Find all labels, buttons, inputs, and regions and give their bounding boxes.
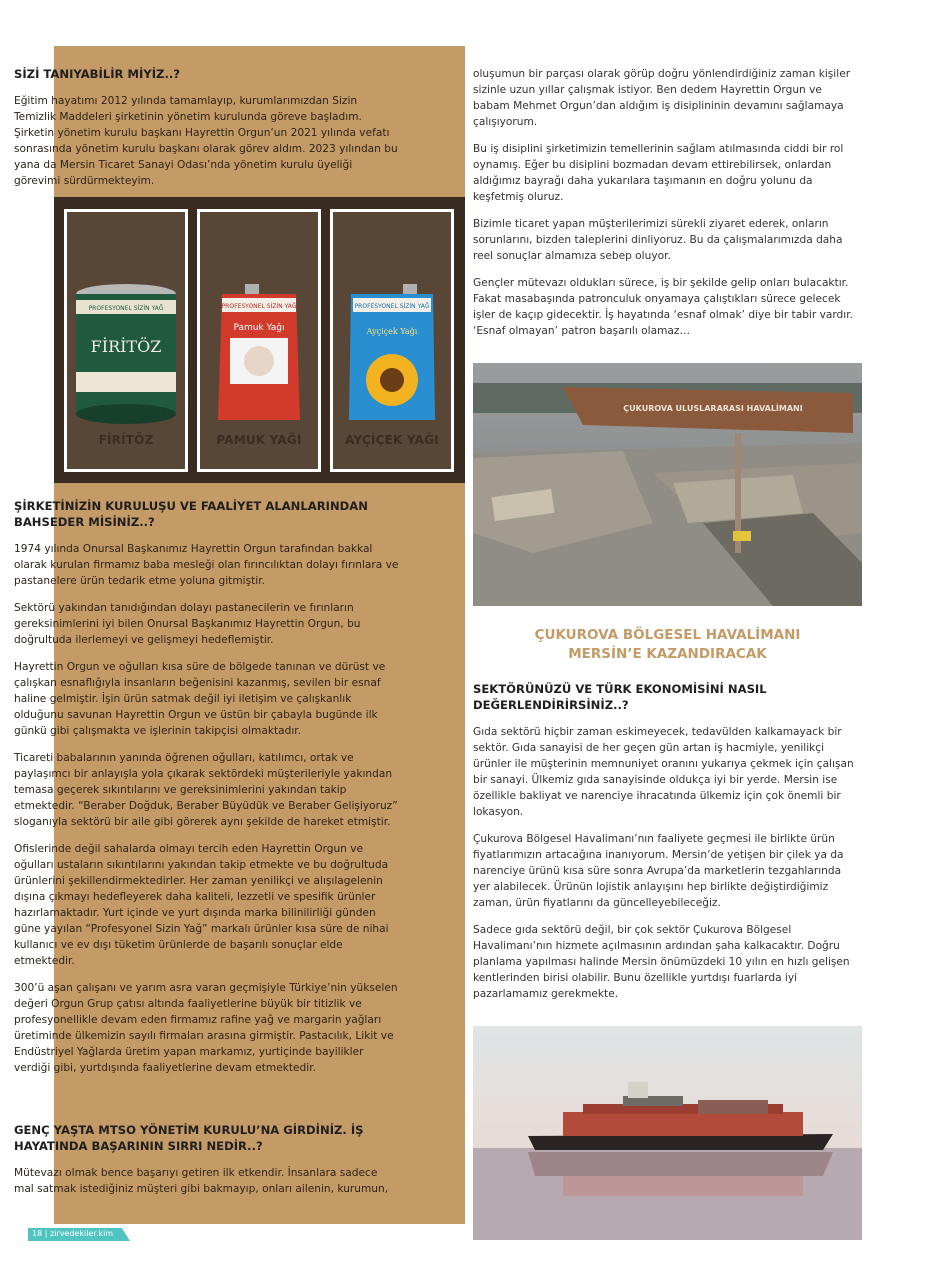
airport-sign-text: ÇUKUROVA ULUSLARARASI HAVALİMANI [623, 404, 803, 413]
question-heading: SEKTÖRÜNÜZÜ VE TÜRK EKONOMİSİNİ NASIL DEĞERLENDİRİRSİNİZ..? [473, 682, 767, 712]
aycicek-tin-image [333, 272, 451, 452]
paragraph: Mütevazı olmak bence başarıyı getiren ilk etkendir. İnsanlara sadece mal satmak istediğiniz müşteri gibi bakmayıp, onları ailenin, kurumun, [14, 1167, 389, 1195]
paragraph: Hayrettin Orgun ve oğulları kısa süre de bölgede tanınan ve dürüst ve çalışkan esnaflığıyla insanların beğenisini kazanmış, sevilen bir esnaf haline gelmiştir. İşin ürün satmak değil iyi iletişim ve çalışkanlık olduğunu savunan Hayrettin Orgun ve üstün bir çabayla bugünde ilk günkü gibi çalışmakta ve işlerinin takipçisi olmaktadır. [14, 661, 386, 737]
product-card-firitoz [64, 209, 188, 472]
paragraph: Ofislerinde değil sahalarda olmayı tercih eden Hayrettin Orgun ve oğulları ustaların sıkıntılarını yakından takip etmekte ve bu doğrultuda ürünlerini şekillendirmektedirler. Her zaman yenilikçi ve alışılagelenin dışına çıkmayı hedefleyerek daha kaliteli, lezzetli ve spesifik ürünler hazırlamaktadır. Yurt içinde ve yurt dışında marka bilinilirliği günden güne yayılan “Profesyonel Sizin Yağ” markalı ürünler kısa süre de nihai kullanıcı ve ev dışı tüketim ürünlerde de başarılı sonuçlar elde etmektedir. [14, 843, 389, 967]
page-footer [28, 1228, 138, 1241]
product-showcase [54, 197, 465, 483]
section-q1 [14, 66, 400, 189]
headline-line-2: MERSİN’E KAZANDIRACAK [568, 646, 767, 662]
paragraph: Bu iş disiplini şirketimizin temellerinin sağlam atılmasında ciddi bir rol oynamış. Eğer bu disiplini bozmadan devam ettirebilirsek, onlardan aldığımız bayrağı daha yukarılara taşımanın en doğru yolunu da keşfetmiş oluruz. [473, 143, 844, 203]
feature-headline [473, 626, 862, 664]
pamuk-tin-text: Pamuk Yağı [233, 323, 285, 333]
paragraph: Gençler mütevazı oldukları sürece, iş bir şekilde gelip onları bulacaktır. Fakat masabaşında patronculuk onyamaya çalıştıkları sürece gelecek işler de kaçıp gidecektir. İş hayatında ‘esnaf olmak’ diye bir tabir vardır. ‘Esnaf olmayan’ patron başarılı olamaz… [473, 277, 853, 337]
airport-photo [473, 363, 862, 606]
headline-line-1: ÇUKUROVA BÖLGESEL HAVALİMANI [534, 627, 801, 643]
product-label: PAMUK YAĞI [216, 433, 302, 447]
page-number: 18 [32, 1229, 43, 1238]
paragraph: 1974 yılında Onursal Başkanımız Hayrettin Orgun tarafından bakkal olarak kurulan firmamız baba mesleği olan fırıncılıktan dolayı fırınlara ve pastanelere ürün tedarik etme yoluna gitmiştir. [14, 543, 399, 587]
question-heading: GENÇ YAŞTA MTSO YÖNETİM KURULU’NA GİRDİNİZ. İŞ HAYATINDA BAŞARININ SIRRI NEDİR..? [14, 1123, 364, 1153]
site-link[interactable]: zirvedekiler.kim [49, 1229, 114, 1238]
footer-text [32, 1229, 113, 1238]
firitoz-can-image [67, 272, 185, 452]
paragraph: Çukurova Bölgesel Havalimanı’nın faaliyete geçmesi ile birlikte ürün fiyatlarımızın artacağına inanıyorum. Mersin’de yetişen bir çilek ya da narenciye ürünü kısa süre sonra Avrupa’da marketlerin tezgahlarında yer alabilecek. Ürünün lojistik anlayışını hep birlikte değiştirdiğimiz zaman, ürün fiyatlarını da güncelleyebileceğiz. [473, 833, 844, 909]
paragraph: Gıda sektörü hiçbir zaman eskimeyecek, tedavülden kalkamayack bir sektör. Gıda sanayisi de her geçen gün artan iş hacmiyle, yenilikçi ürünler ile müşterinin memnuniyet oranını yukarıya çekmek için çalışan bir sanayi. Ülkemiz gıda sanayisinde oldukça iyi bir yerde. Mersin ise özellikle bakliyat ve narenciye ihracatında ülkemiz için çok önemli bir lokasyon. [473, 726, 854, 818]
paragraph: Sektörü yakından tanıdığından dolayı pastanecilerin ve fırınların gereksinimlerini iyi bilen Onursal Başkanımız Hayrettin Orgun, bu doğrultuda ilerlemeyi ve gelişmeyi hedeflemiştir. [14, 602, 361, 646]
product-label: FİRİTÖZ [98, 433, 154, 447]
paragraph: Sadece gıda sektörü değil, bir çok sektör Çukurova Bölgesel Havalimanı’nın hizmete açılmasının ardından şaha kalkacaktır. Doğru planlama yapılması halinde Mersin önümüzdeki 10 yılın en hızlı gelişen kentlerinden birisi olabilir. Bunu özellikle yurtdışı fuarlarda iyi pazarlamamız gerekmekte. [473, 924, 850, 1000]
section-q2 [14, 498, 400, 1076]
paragraph: oluşumun bir parçası olarak görüp doğru yönlendirdiğiniz zaman kişiler sizinle uzun yıllar çalışmak istiyor. Ben dedem Hayrettin Orgun ve babam Mehmet Orgun’dan aldığım iş disiplininin devamını sağlamaya çalışıyorum. [473, 68, 851, 128]
right-text-top [473, 66, 861, 339]
svg-text:PROFESYONEL SİZİN YAĞ: PROFESYONEL SİZİN YAĞ [221, 303, 297, 310]
paragraph: 300’ü aşan çalışanı ve yarım asra varan geçmişiyle Türkiye’nin yükselen değeri Orgun Grup çatısı altında faaliyetlerine büyük bir titizlik ve profesyonellikle devam eden firmamız rafine yağ ve margarin yağları üretiminde ülkemizin sayılı firmaları arasına girmiştir. Pastacılık, Likit ve Endüstriyel Yağlarda üretim yapan markamız, yurtiçinde bayilikler verdiği gibi, yurtdışında faaliyetlerine devam etmektedir. [14, 982, 398, 1074]
pamuk-tin-image [200, 272, 318, 452]
aycicek-tin-text: Ayçiçek Yağı [366, 327, 418, 336]
question-heading: ŞİRKETİNİZİN KURULUŞU VE FAALİYET ALANLARINDAN BAHSEDER MİSİNİZ..? [14, 499, 368, 529]
section-q3 [14, 1122, 400, 1197]
product-card-pamuk [197, 209, 321, 472]
cargo-ship-photo [473, 1026, 862, 1240]
product-card-aycicek [330, 209, 454, 472]
question-heading: SİZİ TANIYABİLİR MİYİZ..? [14, 67, 180, 81]
product-label: AYÇİÇEK YAĞI [345, 433, 439, 447]
firitoz-can-text: FİRİTÖZ [90, 337, 162, 356]
paragraph: Bizimle ticaret yapan müşterilerimizi sürekli ziyaret ederek, onların sorunlarını, bizden taleplerini dinliyoruz. Bu da çalışmalarımızda daha reel sonuçlar almamıza sebep oluyor. [473, 218, 843, 262]
svg-text:PROFESYONEL SİZİN YAĞ: PROFESYONEL SİZİN YAĞ [88, 305, 164, 312]
section-q4 [473, 681, 861, 1002]
footer-divider: | [44, 1229, 50, 1238]
paragraph: Ticareti babalarının yanında öğrenen oğulları, katılımcı, ortak ve paylaşımcı bir anlayışla yola çıkarak sektördeki müşterileriyle yakından temasa geçerek sıkıntılarını ve gereksinimlerini yakından takip etmektedir. “Beraber Doğduk, Beraber Büyüdük ve Beraber Gelişiyoruz” sloganıyla sektörü bir aile gibi görerek aynı şekilde de hareket etmiştir. [14, 752, 398, 828]
paragraph: Eğitim hayatımı 2012 yılında tamamlayıp, kurumlarımızdan Sizin Temizlik Maddeleri şirketinin yönetim kurulunda göreve başladım. Şirketin yönetim kurulu başkanı Hayrettin Orgun’un 2021 yılında vefatı sonrasında yönetim kurulu başkanı olarak görev aldım. 2023 yılından bu yana da Mersin Ticaret Sanayi Odası’nda yönetim kurulu üyeliği görevimi sürdürmekteyim. [14, 95, 398, 187]
svg-text:PROFESYONEL SİZİN YAĞ: PROFESYONEL SİZİN YAĞ [354, 303, 430, 310]
